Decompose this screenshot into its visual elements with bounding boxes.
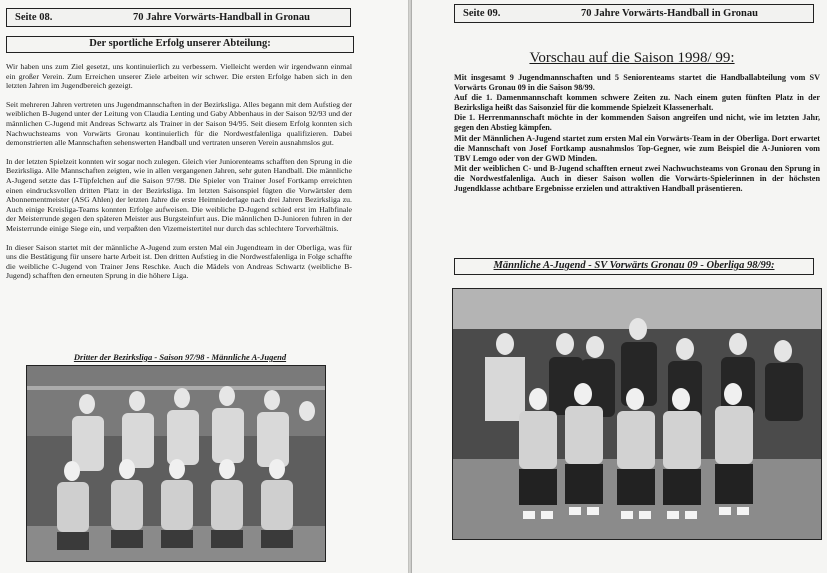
section-title: Der sportliche Erfolg unserer Abteilung: — [6, 36, 354, 53]
preview-title: Vorschau auf die Saison 1998/ 99: — [529, 50, 735, 66]
right-page — [412, 0, 827, 573]
team-photo-1998-image — [453, 289, 821, 539]
left-paragraph-2: Seit mehreren Jahren vertreten uns Jugendmannschaften in der Bezirksliga. Alles begann mit dem Aufstieg der weiblichen B-Jugend unter der Leitung von Claudia Lenting und Gaby Abbenhaus in der Saison 92/93 und der männlichen C-Jugend mit Andreas Schwartz als Trainer in der Saison 94/95. Seit diesem Erfolg konnten sich Nachwuchsteams von Vorwärts Gronau kontinuierlich für die Nordwestfalenliga qualifizieren. Dabei demonstrierten alle Mannschaften sehenswerten Handball und vertraten unseren Verein ausnahmslos gut. — [6, 99, 352, 148]
left-photo-caption: Dritter der Bezirksliga - Saison 97/98 - Männliche A-Jugend — [73, 352, 287, 362]
team-photo-1997-image — [27, 366, 325, 561]
right-paragraph-4: Mit der Männlichen A-Jugend startet zum ersten Mal ein Vorwärts-Team in der Oberliga. Dort erwartet die Mannschaft von Josef Fortkamp ausnahmslos Top-Gegner, wie zum Beispiel die A-Junioren vom TBV Lemgo oder von der GWD Minden. — [454, 133, 820, 163]
left-page-number: Seite 08. — [15, 12, 53, 23]
team-photo-1997 — [26, 365, 326, 562]
left-page-header — [6, 8, 351, 27]
left-body-text — [6, 62, 352, 290]
right-page-header-title: 70 Jahre Vorwärts-Handball in Gronau — [581, 8, 758, 19]
right-page-header — [454, 4, 814, 23]
left-paragraph-3: In der letzten Spielzeit konnten wir sogar noch zulegen. Gleich vier Juniorenteams schafften den Sprung in die Bezirksliga. Alle Mannschaften zeigten, wie in allen vergangenen Jahren, sehr guten Handball. Die männliche A-Jugend setzte das I-Tüpfelchen auf die Saison 97/98. Die Spieler von Trainer Josef Fortkamp erreichten einen eindrucksvollen dritten Platz in der Bezirksliga. Im letzten Saisonspiel fügten die Vorwärtsler dem Abonnementmeister (ASG Ahlen) der letzten Jahre die erste Heimniederlage nach drei Jahren Bezirksliga zu. Auch einige Kreisliga-Teams konnten Erfolge aufweisen. Die weibliche D-Jugend schied erst im Halbfinale der Meisterrunde gegen den späteren Meister aus Burgsteinfurt aus. Die männlichen D-Junioren fuhren in der Meisterrunde einige Siege ein, und verpaßten den Vizemeistertitel nur durch das schlechtere Torverhältnis. — [6, 156, 352, 233]
right-paragraph-2: Auf die 1. Damenmannschaft kommen schwere Zeiten zu. Nach einem guten fünften Platz in der Bezirksliga heißt das Saisonziel für die kommende Spielzeit Klassenerhalt. — [454, 93, 820, 113]
right-paragraph-1: Mit insgesamt 9 Jugendmannschaften und 5 Seniorenteams startet die Handballabteilung vom SV Vorwärts Gronau 09 in die Saison 98/99. — [454, 73, 820, 93]
team-photo-1998 — [452, 288, 822, 540]
left-page — [0, 0, 408, 573]
left-page-header-title: 70 Jahre Vorwärts-Handball in Gronau — [133, 12, 310, 23]
right-paragraph-5: Mit der weiblichen C- und B-Jugend schafften erneut zwei Nachwuchsteams von Gronau den Sprung in die Nordwestfalenliga. Auch in dieser Saison wollen die Vorwärts-Spielerinnen in der höchsten Jugendklasse achtbare Ergebnisse erzielen und attraktiven Handball präsentieren. — [454, 163, 820, 194]
right-photo-caption: Männliche A-Jugend - SV Vorwärts Gronau 09 - Oberliga 98/99: — [454, 258, 814, 275]
left-paragraph-4: In dieser Saison startet mit der männliche A-Jugend zum ersten Mal ein Jugendteam in der Oberliga, was für uns die Bestätigung für unsere harte Arbeit ist. Den dritten Aufstieg in die Nordwestfalenliga in Folge schaffte die weibliche C-Jugend von Trainer Jens Reschke. Auch die Mädels von Andreas Schwartz (weibliche B-Jugend) schafften den erneuten Sprung in die höhere Liga. — [6, 242, 352, 281]
right-body-text — [454, 73, 820, 194]
right-paragraph-3: Die 1. Herrenmannschaft möchte in der kommenden Saison angreifen und nicht, wie im letzten Jahr, gegen den Abstieg kämpfen. — [454, 113, 820, 133]
right-page-number: Seite 09. — [463, 8, 501, 19]
left-paragraph-1: Wir haben uns zum Ziel gesetzt, uns kontinuierlich zu verbessern. Vielleicht werden wir irgendwann einmal ein großer Verein. Zum Erreichen unserer Ziele arbeiten wir schwer. Die ersten Erfolge haben sich in den letzten Jahren im Jugendbereich gezeigt. — [6, 62, 352, 91]
